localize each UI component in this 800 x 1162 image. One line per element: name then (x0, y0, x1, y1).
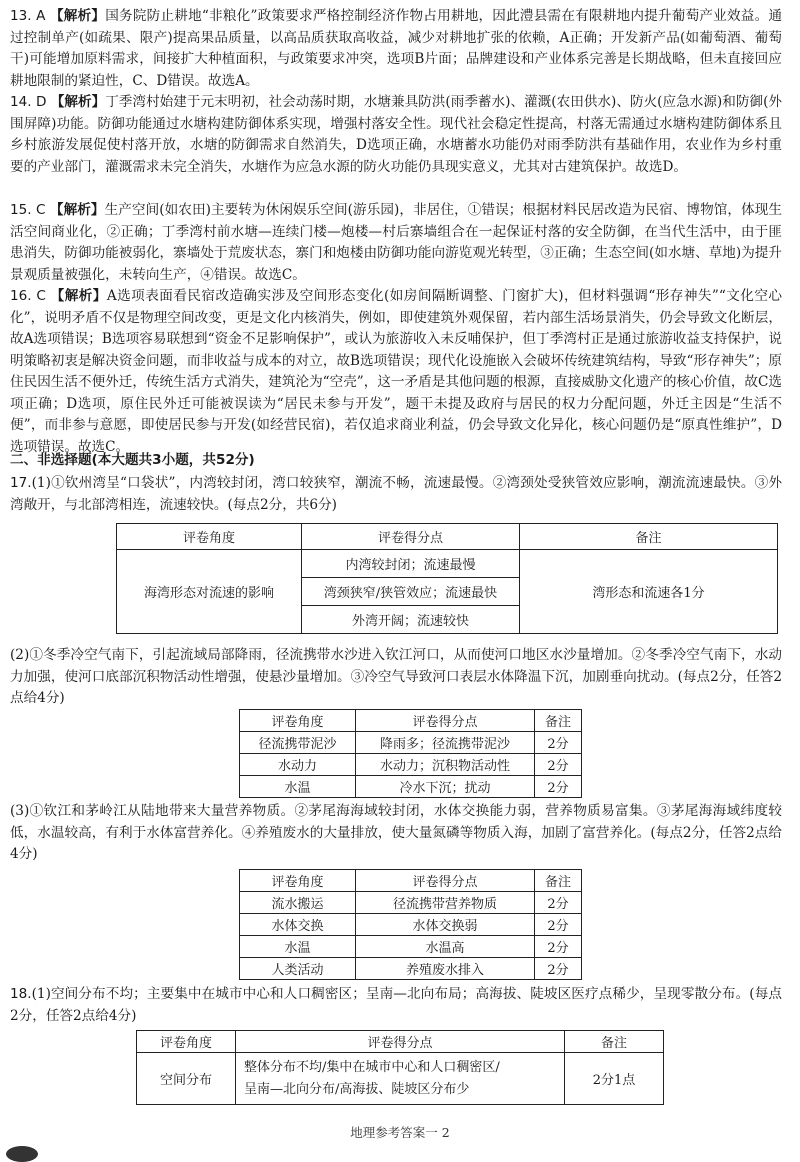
table-cell: 2分 (535, 754, 582, 776)
table-header: 评卷得分点 (302, 524, 520, 550)
table-cell-line: 呈南—北向分布/高海拔、陡坡区分布少 (244, 1081, 470, 1097)
answer-17-1 (10, 473, 782, 516)
table-cell: 海湾形态对流速的影响 (117, 550, 302, 634)
answer-16-tag: 【解析】 (50, 288, 107, 304)
table-header: 评卷得分点 (356, 710, 535, 732)
scoring-table-17-1 (116, 523, 778, 634)
answer-16 (10, 286, 782, 458)
page-corner-mark (6, 1146, 38, 1162)
table-header: 评卷角度 (117, 524, 302, 550)
answer-18-1 (10, 984, 782, 1027)
table-header: 备注 (520, 524, 778, 550)
answer-17-1-text: (1)①钦州湾呈“口袋状”，内湾较封闭，湾口较狭窄，潮流不畅，流速最慢。②湾颈处受狭管效应影响，潮流流速最快。③外湾敞开，与北部湾相连，流速较快。(每点2分，共6分) (10, 475, 782, 513)
table-cell: 径流携带泥沙 (240, 732, 356, 754)
table-header: 备注 (535, 710, 582, 732)
answer-17-3 (10, 801, 782, 866)
table-header: 评卷得分点 (236, 1031, 565, 1053)
table-cell (236, 1053, 565, 1105)
table-header: 评卷角度 (240, 710, 356, 732)
table-cell: 湾形态和流速各1分 (520, 550, 778, 634)
answer-13-number: 13. A (10, 8, 46, 24)
table-header: 备注 (565, 1031, 664, 1053)
table-cell-line: 整体分布不均/集中在城市中心和人口稠密区/ (244, 1059, 500, 1075)
table-cell: 径流携带营养物质 (356, 892, 535, 914)
answer-18-number: 18. (10, 986, 32, 1002)
table-header: 评卷角度 (240, 870, 356, 892)
table-cell: 水温高 (356, 936, 535, 958)
table-cell: 2分 (535, 914, 582, 936)
answer-13-tag: 【解析】 (50, 8, 106, 24)
answer-18-1-text: (1)空间分布不均；主要集中在城市中心和人口稠密区；呈南—北向布局；高海拔、陡坡区医疗点稀少，呈现零散分布。(每点2分，任答2点给4分) (10, 986, 782, 1024)
answer-13-text: 国务院防止耕地“非粮化”政策要求严格控制经济作物占用耕地，因此澧县需在有限耕地内提升葡萄产业效益。通过控制单产(如疏果、限产)提高果品质量，以高品质获取高收益，减少对耕地扩张的依赖，A正确；开发新产品(如葡萄酒、葡萄干)可能增加原料需求，间接扩大种植面积，与政策要求冲突，选项B片面；品牌建设和产业体系完善是长期战略，但未直接回应耕地限制的紧迫性，C、D错误。故选A。 (10, 8, 783, 89)
answer-17-2 (10, 645, 782, 710)
table-header: 备注 (535, 870, 582, 892)
table-cell: 流水搬运 (240, 892, 356, 914)
table-cell: 2分 (535, 732, 582, 754)
table-cell: 外湾开阔；流速较快 (302, 606, 520, 634)
table-cell: 湾颈狭窄/狭管效应；流速最快 (302, 578, 520, 606)
answer-17-3-text: (3)①钦江和茅岭江从陆地带来大量营养物质。②茅尾海海域较封闭，水体交换能力弱，营养物质易富集。③茅尾海海域纬度较低，水温较高，有利于水体富营养化。④养殖废水的大量排放，使大量氮磷等物质入海，加剧了富营养化。(每点2分，任答2点给4分) (10, 803, 782, 862)
table-cell: 2分 (535, 958, 582, 980)
table-header: 评卷角度 (137, 1031, 236, 1053)
answer-14-number: 14. D (10, 94, 47, 110)
scoring-table-17-3 (239, 869, 582, 980)
section-heading-nonchoice: 二、非选择题(本大题共3小题，共52分) (10, 452, 255, 468)
table-cell: 水体交换弱 (356, 914, 535, 936)
answer-15-number: 15. C (10, 202, 46, 218)
answer-15 (10, 200, 782, 286)
table-cell: 2分 (535, 776, 582, 798)
table-cell: 水温 (240, 776, 356, 798)
table-cell: 冷水下沉；扰动 (356, 776, 535, 798)
table-cell: 人类活动 (240, 958, 356, 980)
table-cell: 2分 (535, 936, 582, 958)
table-cell: 水温 (240, 936, 356, 958)
scoring-table-17-2 (239, 709, 582, 798)
table-cell: 养殖废水排入 (356, 958, 535, 980)
table-cell: 2分 (535, 892, 582, 914)
table-cell: 水动力 (240, 754, 356, 776)
answer-15-text: 生产空间(如农田)主要转为休闲娱乐空间(游乐园)，非居住，①错误；根据材料民居改造为民宿、博物馆，体现生活空间商业化，②正确；丁季湾村前水塘—连续门楼—炮楼—村后寨墙组合在一起保证村落的安全防御，在当代生活中，由于匪患消失，防御功能被弱化，寨墙处于荒废状态，寨门和炮楼由防御功能向游览观光转型，③正确；生态空间(如水塘、草地)为提升景观质量被强化，未转向生产，④错误。故选C。 (10, 202, 783, 283)
table-cell: 2分1点 (565, 1053, 664, 1105)
answer-17-number: 17. (10, 475, 32, 491)
answer-14 (10, 92, 782, 178)
answer-17-2-text: (2)①冬季冷空气南下，引起流域局部降雨，径流携带水沙进入钦江河口，从而使河口地区水沙量增加。②冬季冷空气南下，水动力加强，使河口底部沉积物活动性增强，使悬沙量增加。③冷空气导致河口表层水体降温下沉，加剧垂向扰动。(每点2分，任答2点给4分) (10, 647, 782, 706)
answer-15-tag: 【解析】 (49, 202, 105, 218)
table-cell: 内湾较封闭；流速最慢 (302, 550, 520, 578)
scoring-table-18-1 (136, 1030, 664, 1105)
table-cell: 降雨多；径流携带泥沙 (356, 732, 535, 754)
answer-14-text: 丁季湾村始建于元末明初，社会动荡时期，水塘兼具防洪(雨季蓄水)、灌溉(农田供水)、防火(应急水源)和防御(外围屏障)功能。防御功能通过水塘构建防御体系实现，增强村落安全性。现代社会稳定性提高，村落无需通过水塘构建防御体系且乡村旅游发展促使村落开放，水塘的防御需求自然消失，D选项正确，水塘蓄水功能仍对雨季防洪有基础作用，农业作为乡村重要的产业部门，灌溉需求未完全消失，水塘作为应急水源的防火功能仍具现实意义，尤其对古建筑保护。故选D。 (10, 94, 782, 175)
page-footer: 地理参考答案一 2 (350, 1125, 450, 1140)
answer-13 (10, 6, 782, 92)
table-header: 评卷得分点 (356, 870, 535, 892)
answer-14-tag: 【解析】 (50, 94, 106, 110)
answer-16-number: 16. C (10, 288, 46, 304)
table-cell: 水体交换 (240, 914, 356, 936)
table-cell: 水动力；沉积物活动性 (356, 754, 535, 776)
answer-16-text: A选项表面看民宿改造确实涉及空间形态变化(如房间隔断调整、门窗扩大)，但材料强调“形存神失”“文化空心化”，说明矛盾不仅是物理空间改变，更是文化内核消失，例如，即使建筑外观保留，若内部生活场景消失，仍会导致文化断层，故A选项错误；B选项容易联想到“资金不足影响保护”，或认为旅游收入未反哺保护，但丁季湾村正是通过旅游收益支持保护，说明策略初衷是解决资金问题，而非收益与成本的对立，故B选项错误；现代化设施嵌入会破坏传统建筑结构，导致“形存神失”；原住民因生活不便外迁，传统生活方式消失，建筑沦为“空壳”，这一矛盾是其他问题的根源，直接威胁文化遗产的核心价值，故C选项正确；D选项，原住民外迁可能被误读为“居民未参与开发”，题干未提及政府与居民的权力分配问题，外迁主因是“生活不便”，而非参与意愿，即使居民参与开发(如经营民宿)，若仅追求商业利益，仍会导致文化异化，核心问题仍是“原真性维护”，D选项错误。故选C。 (10, 288, 782, 455)
table-cell: 空间分布 (137, 1053, 236, 1105)
